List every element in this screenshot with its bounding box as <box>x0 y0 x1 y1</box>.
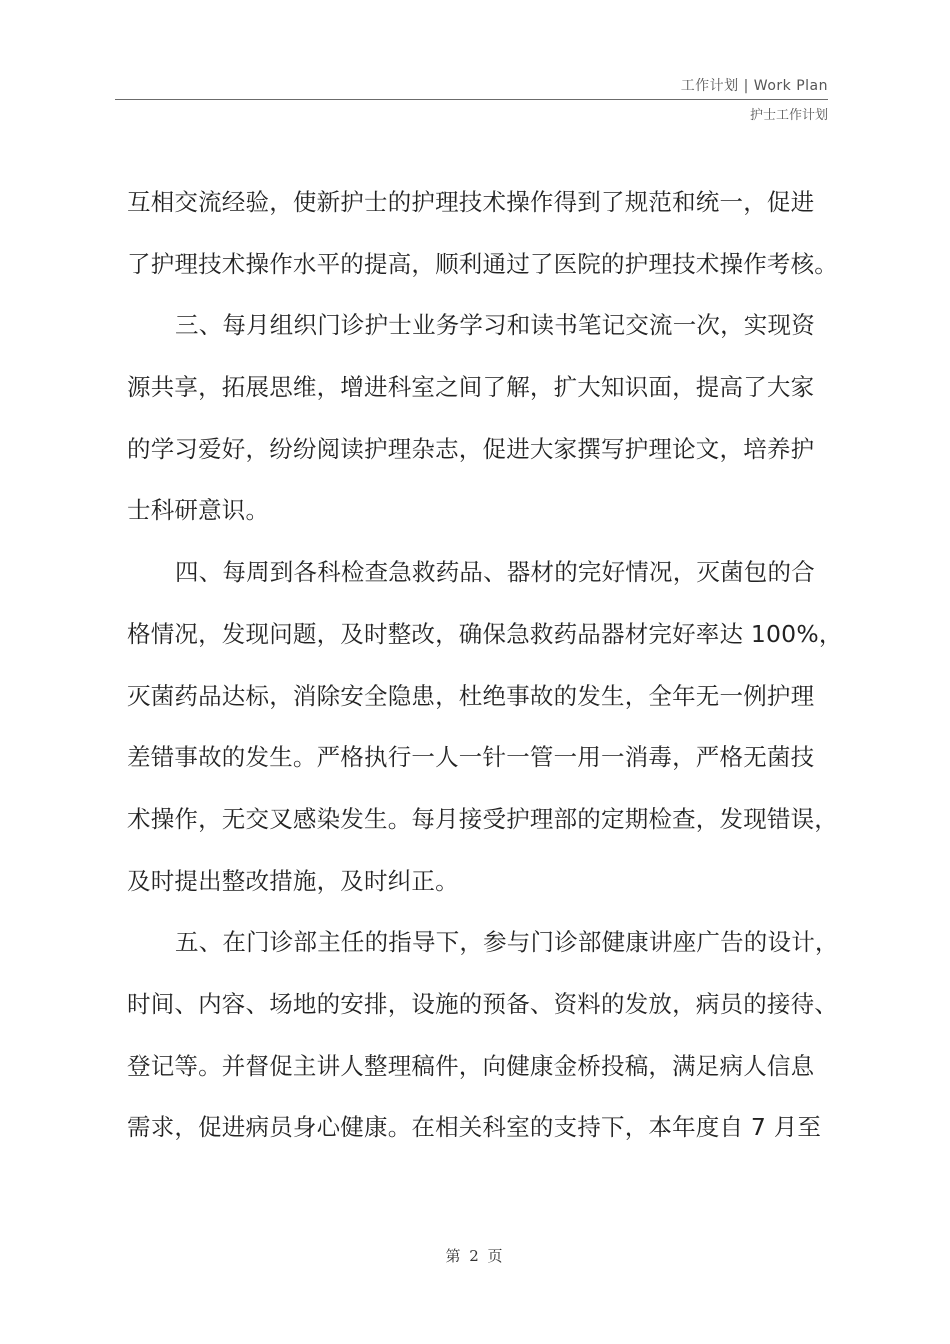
page-header <box>115 72 828 124</box>
text-line: 登记等。并督促主讲人整理稿件，向健康金桥投稿，满足病人信息 <box>127 1051 815 1080</box>
header-title: 工作计划 | Work Plan <box>680 78 828 94</box>
text-line: 时间、内容、场地的安排，设施的预备、资料的发放，病员的接待、 <box>127 989 838 1018</box>
text-line: 格情况，发现问题，及时整改，确保急救药品器材完好率达 100%， <box>127 619 843 648</box>
header-divider <box>115 99 828 100</box>
text-line: 的学习爱好，纷纷阅读护理杂志，促进大家撰写护理论文，培养护 <box>127 434 815 463</box>
page-number: 第 2 页 <box>445 1247 505 1265</box>
text-line: 术操作，无交叉感染发生。每月接受护理部的定期检查，发现错误， <box>127 804 838 833</box>
text-line: 互相交流经验，使新护士的护理技术操作得到了规范和统一，促进 <box>127 188 815 216</box>
text-line: 四、每周到各科检查急救药品、器材的完好情况，灭菌包的合 <box>175 558 815 587</box>
text-line: 及时提出整改措施，及时纠正。 <box>127 866 459 895</box>
text-line: 差错事故的发生。严格执行一人一针一管一用一消毒，严格无菌技 <box>127 743 815 772</box>
text-line: 灭菌药品达标，消除安全隐患，杜绝事故的发生，全年无一例护理 <box>127 681 815 710</box>
text-line: 五、在门诊部主任的指导下，参与门诊部健康讲座广告的设计， <box>175 928 839 957</box>
text-line: 士科研意识。 <box>127 496 270 525</box>
text-line: 三、每月组织门诊护士业务学习和读书笔记交流一次，实现资 <box>175 311 815 340</box>
document-body <box>127 180 843 1167</box>
text-line: 源共享，拓展思维，增进科室之间了解，扩大知识面，提高了大家 <box>127 373 815 402</box>
header-subtitle: 护士工作计划 <box>749 108 828 123</box>
text-line: 需求，促进病员身心健康。在相关科室的支持下，本年度自 7 月至 <box>127 1113 822 1142</box>
text-line: 了护理技术操作水平的提高，顺利通过了医院的护理技术操作考核。 <box>127 249 838 278</box>
